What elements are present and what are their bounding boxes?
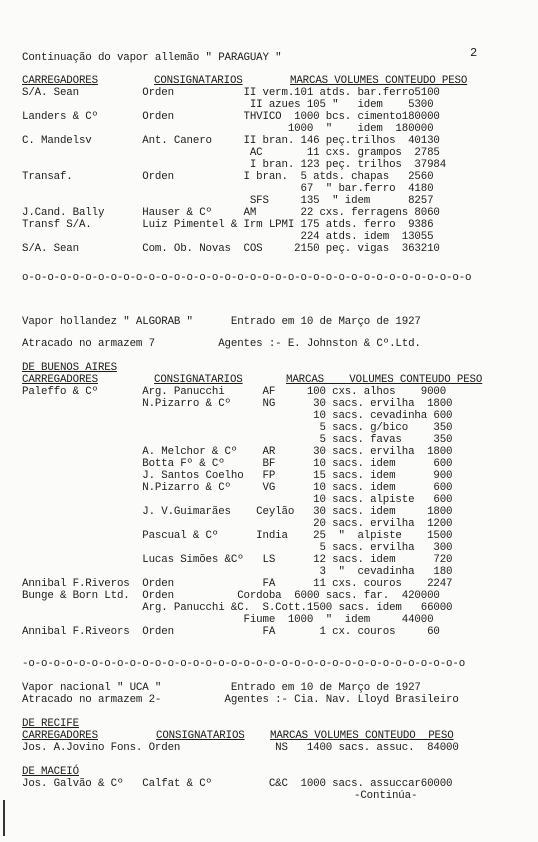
section2-line: J. V.Guimarães Ceylão 30 sacs. idem 1800	[22, 506, 453, 518]
section1-line: 1000 " idem 180000	[22, 123, 434, 135]
section2-line: Bunge & Born Ltd. Orden Cordoba 6000 sacs. far. 420000	[22, 590, 440, 602]
section1-line: I bran. 123 peç. trilhos 37984	[22, 159, 447, 171]
section2-line: Lucas Simões &Cº LS 12 sacs. idem 720	[22, 554, 453, 566]
section2-line: J. Santos Coelho FP 15 sacs. idem 900	[22, 470, 453, 482]
section3-origin-recife: DE RECIFE	[22, 718, 79, 730]
section3-header-shippers: CARREGADORES	[22, 730, 98, 742]
section2-line: 20 sacs. ervilha 1200	[22, 518, 453, 530]
section2-header-shippers: CARREGADORES	[22, 374, 98, 386]
section1-line: Landers & Cº Orden THVICO 1000 bcs. cimento180000	[22, 111, 440, 123]
page-edge-mark	[3, 800, 5, 836]
section1-header-consignees: CONSIGNATARIOS	[154, 75, 243, 87]
page-number: 2	[470, 46, 478, 60]
section1-line: S/A. Sean Orden II verm.101 atds. bar.ferro5100	[22, 87, 440, 99]
section1-line: S/A. Sean Com. Ob. Novas COS 2150 peç. vigas 363210	[22, 243, 440, 255]
section1-header-marks: MARCAS VOLUMES CONTEUDO PESO	[290, 75, 468, 87]
section1-header-shippers: CARREGADORES	[22, 75, 98, 87]
section2-line: A. Melchor & Cº AR 30 sacs. ervilha 1800	[22, 446, 453, 458]
section3-origin-maceio: DE MACEIÓ	[22, 766, 79, 778]
section1-line: J.Cand. Bally Hauser & Cº AM 22 cxs. ferragens 8060	[22, 207, 440, 219]
section3-line: Jos. Galvão & Cº Calfat & Cº C&C 1000 sacs. assuccar60000	[22, 778, 453, 790]
section2-line: Paleffo & Cº Arg. Panucchi AF 100 cxs. alhos 9000	[22, 386, 447, 398]
section3-header-consignees: CONSIGNATARIOS	[156, 730, 245, 742]
section1-line: 67 " bar.ferro 4180	[22, 183, 434, 195]
section2-line: 5 sacs. favas 350	[22, 434, 453, 446]
section1-line: II azues 105 " idem 5300	[22, 99, 434, 111]
section2-line: 5 sacs. g/bico 350	[22, 422, 453, 434]
separator: o-o-o-o-o-o-o-o-o-o-o-o-o-o-o-o-o-o-o-o-o-o-o-o-o-o-o-o-o-o-o-o-o-o-o-o	[22, 272, 472, 284]
section1-line: 224 atds. idem 13055	[22, 231, 434, 243]
section2-header-marks: MARCAS VOLUMES CONTEUDO PESO	[286, 374, 483, 386]
section2-line: 10 sacs. cevadinha 600	[22, 410, 453, 422]
section2-line: Annibal F.Riveors Orden FA 1 cx. couros 60	[22, 626, 440, 638]
separator: -o-o-o-o-o-o-o-o-o-o-o-o-o-o-o-o-o-o-o-o-o-o-o-o-o-o-o-o-o-o-o-o-o-o-o	[22, 658, 466, 670]
section1-line: SFS 135 " idem 8257	[22, 195, 434, 207]
section1-line: Transaf. Orden I bran. 5 atds. chapas 2560	[22, 171, 434, 183]
section2-line: Arg. Panucchi &C. S.Cott.1500 sacs. idem 66000	[22, 602, 453, 614]
section2-header-consignees: CONSIGNATARIOS	[154, 374, 243, 386]
section2-origin: DE BUENOS AIRES	[22, 362, 117, 374]
section2-line: N.Pizarro & Cº NG 30 sacs. ervilha 1800	[22, 398, 453, 410]
section1-line: C. Mandelsv Ant. Canero II bran. 146 peç.trilhos 40130	[22, 135, 440, 147]
section2-line: 5 sacs. ervilha 300	[22, 542, 453, 554]
section2-line: Pascual & Cº India 25 " alpiste 1500	[22, 530, 453, 542]
section3-header-marks: MARCAS VOLUMES CONTEUDO PESO	[270, 730, 454, 742]
section1-line: AC 11 cxs. grampos 2785	[22, 147, 440, 159]
section2-line: 3 " cevadinha 180	[22, 566, 453, 578]
section2-line: N.Pizarro & Cº VG 10 sacs. idem 600	[22, 482, 453, 494]
section3-line: Jos. A.Jovino Fons. Orden NS 1400 sacs. assuc. 84000	[22, 742, 459, 754]
section2-vessel: Vapor hollandez " ALGORAB " Entrado em 10 de Março de 1927	[22, 316, 421, 328]
section2-line: 10 sacs. alpiste 600	[22, 494, 453, 506]
section3-berth: Atracado no armazem 2- Agentes :- Cia. Nav. Lloyd Brasileiro	[22, 694, 459, 706]
continua-note: -Continúa-	[354, 790, 418, 802]
section2-line: Annibal F.Riveros Orden FA 11 cxs. couros 2247	[22, 578, 453, 590]
section2-line: Fiume 1000 " idem 44000	[22, 614, 434, 626]
section2-line: Botta Fº & Cº BF 10 sacs. idem 600	[22, 458, 453, 470]
section1-title: Continuação do vapor allemão " PARAGUAY "	[22, 52, 282, 64]
section3-vessel: Vapor nacional " UCA " Entrado em 10 de Março de 1927	[22, 682, 421, 694]
section1-line: Transf S/A. Luiz Pimentel & Irm LPMI 175 atds. ferro 9386	[22, 219, 434, 231]
section2-berth: Atracado no armazem 7 Agentes :- E. Johnston & Cº.Ltd.	[22, 338, 421, 350]
